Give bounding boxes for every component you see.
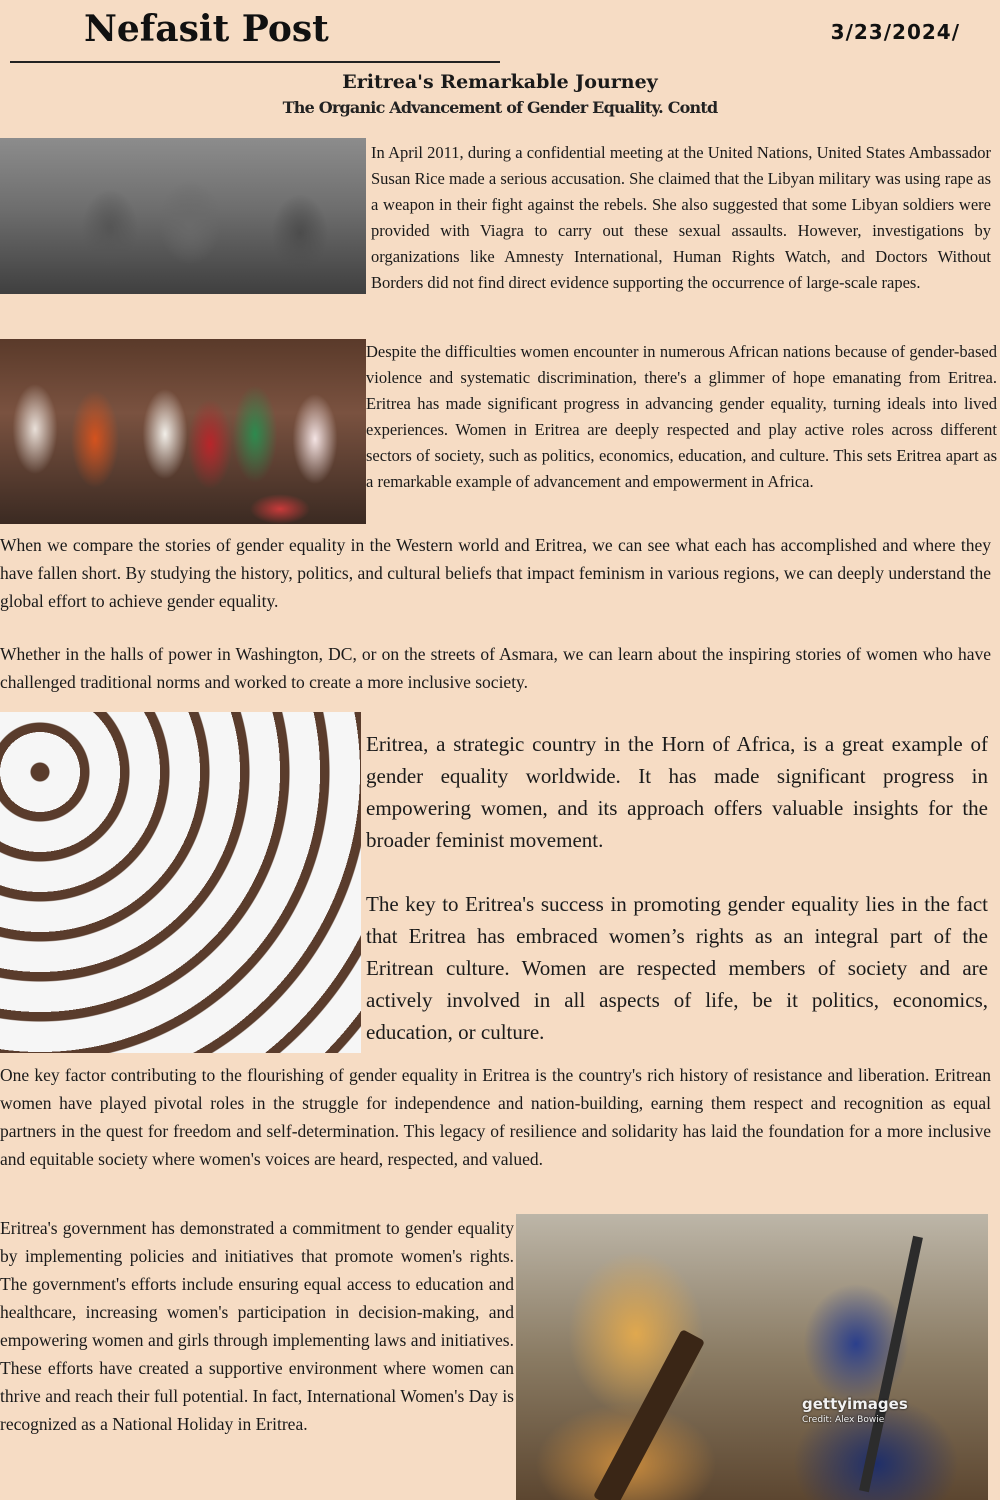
watermark-brand: gettyimages bbox=[802, 1395, 908, 1413]
photo-women-traditional-dress bbox=[0, 339, 366, 524]
paragraph-2: Despite the difficulties women encounter in numerous African nations because of gender-based violence and systematic discrimination, there's a glimmer of hope emanating from Eritrea. Eritrea has made significant progress in advancing gender equality, turning ideals into lived experiences. Women in Eritrea are deeply respected and play active roles across different sectors of society, such as politics, economics, education, and culture. This sets Eritrea apart as a remarkable example of advancement and empowerment in Africa. bbox=[366, 342, 997, 491]
paragraph-8: Eritrea's government has demonstrated a commitment to gender equality by implementing policies and initiatives that promote women's rights. The government's efforts include ensuring equal access to education and healthcare, increasing women's participation in decision-making, and empowering women and girls through implementing laws and initiatives. These efforts have created a supportive environment where women can thrive and reach their full potential. In fact, International Women's Day is recognized as a National Holiday in Eritrea. bbox=[0, 1218, 514, 1434]
masthead: Nefasit Post bbox=[84, 8, 329, 50]
paragraph-4: Whether in the halls of power in Washington, DC, or on the streets of Asmara, we can learn about the inspiring stories of women who have challenged traditional norms and worked to create a more inclusive society. bbox=[0, 644, 991, 692]
rifle-shape bbox=[859, 1236, 923, 1492]
issue-date: 3/23/2024/ bbox=[830, 20, 960, 44]
paragraph-6: The key to Eritrea's success in promoting gender equality lies in the fact that Eritrea has embraced women’s rights as an integral part of the Eritrean culture. Women are respected members of society and are actively involved in all aspects of life, be it politics, economics, education, or culture. bbox=[366, 892, 988, 1044]
watermark-credit: Credit: Alex Bowie bbox=[802, 1415, 885, 1425]
paragraph-3: When we compare the stories of gender equality in the Western world and Eritrea, we can see what each has accomplished and where they have fallen short. By studying the history, politics, and cultural beliefs that impact feminism in various regions, we can deeply understand the global effort to achieve gender equality. bbox=[0, 535, 991, 611]
paragraph-5: Eritrea, a strategic country in the Horn of Africa, is a great example of gender equality worldwide. It has made significant progress in empowering women, and its approach offers valuable insights for the broader feminist movement. bbox=[366, 732, 988, 852]
photo-women-with-rifles bbox=[516, 1214, 988, 1500]
paragraph-1: In April 2011, during a confidential meeting at the United Nations, United States Ambassador Susan Rice made a serious accusation. She claimed that the Libyan military was using rape as a weapon in their fight against the rebels. She also suggested that some Libyan soldiers were provided with Viagra to carry out these sexual assaults. However, investigations by organizations like Amnesty International, Human Rights Watch, and Doctors Without Borders did not find direct evidence supporting the occurrence of large-scale rapes. bbox=[371, 143, 991, 292]
paragraph-7: One key factor contributing to the flourishing of gender equality in Eritrea is the country's rich history of resistance and liberation. Eritrean women have played pivotal roles in the struggle for independence and nation-building, earning them respect and recognition as equal partners in the quest for freedom and self-determination. This legacy of resilience and solidarity has laid the foundation for a more inclusive and equitable society where women's voices are heard, respected, and valued. bbox=[0, 1065, 991, 1169]
masthead-rule bbox=[10, 61, 500, 63]
rifle-shape bbox=[593, 1329, 705, 1500]
photo-fighters-bw bbox=[0, 138, 366, 294]
photo-group-white-uniforms bbox=[0, 712, 361, 1053]
article-title: Eritrea's Remarkable Journey bbox=[342, 71, 658, 93]
getty-watermark bbox=[802, 1396, 908, 1428]
article-subtitle: The Organic Advancement of Gender Equality. Contd bbox=[282, 98, 718, 117]
